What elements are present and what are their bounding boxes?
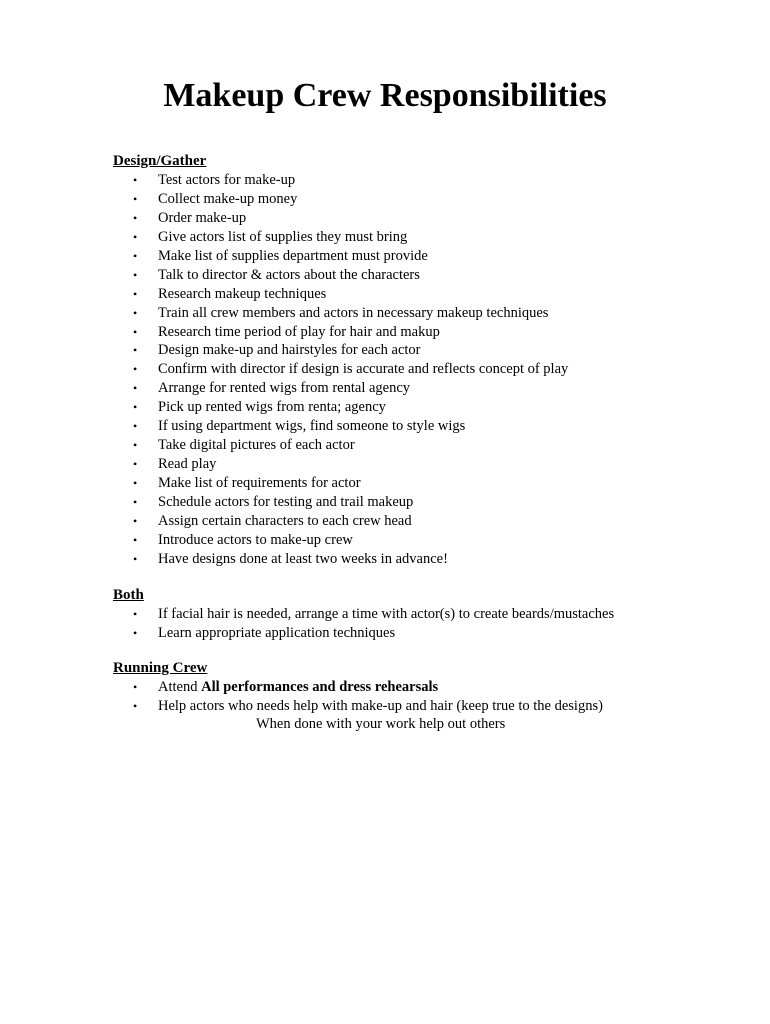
list-item: • Schedule actors for testing and trail makeup <box>133 493 414 510</box>
list-item: • Take digital pictures of each actor <box>133 437 355 454</box>
bullet-icon: • <box>133 210 138 225</box>
list-item: • Confirm with director if design is accurate and reflects concept of play <box>133 361 569 378</box>
list-item: • Order make-up <box>133 209 247 226</box>
bullet-icon: • <box>133 286 138 301</box>
list-item: • If using department wigs, find someone to style wigs <box>133 418 466 435</box>
bullet-icon: • <box>133 343 138 358</box>
list-item: • Research makeup techniques <box>133 285 327 302</box>
list-item: • Read play <box>133 456 217 473</box>
bullet-icon: • <box>133 248 138 263</box>
list-item: • Make list of requirements for actor <box>133 475 361 491</box>
bullet-icon: • <box>133 680 138 694</box>
list-item: • Assign certain characters to each crew head <box>133 512 412 529</box>
bullet-icon: • <box>133 324 138 339</box>
bullet-icon: • <box>133 607 138 621</box>
bullet-icon: • <box>133 362 138 377</box>
bullet-icon: • <box>133 229 138 244</box>
bullet-icon: • <box>133 267 138 282</box>
list-item: • Learn appropriate application techniques <box>133 624 396 641</box>
section-heading-both: Both <box>113 587 144 603</box>
bullet-icon: • <box>133 494 138 509</box>
both-list <box>113 605 614 643</box>
list-item: • Design make-up and hairstyles for each actor <box>133 342 421 359</box>
bullet-icon: • <box>133 551 138 566</box>
bullet-icon: • <box>133 532 138 547</box>
bullet-icon: • <box>133 381 138 396</box>
list-item: • Train all crew members and actors in necessary makeup techniques <box>133 304 549 321</box>
list-item: • Help actors who needs help with make-up and hair (keep true to the designs) <box>133 697 603 714</box>
list-item: • If facial hair is needed, arrange a time with actor(s) to create beards/mustaches <box>133 606 615 622</box>
running-crew-list <box>113 678 603 716</box>
bullet-icon: • <box>133 698 138 713</box>
list-item: • Arrange for rented wigs from rental agency <box>133 380 411 397</box>
bullet-icon: • <box>133 305 138 320</box>
list-item: • Pick up rented wigs from renta; agency <box>133 399 386 416</box>
section-heading-running-crew: Running Crew <box>113 660 208 676</box>
bullet-icon: • <box>133 457 138 472</box>
design-gather-list <box>113 171 568 569</box>
list-item: • Introduce actors to make-up crew <box>133 531 353 548</box>
bullet-icon: • <box>133 191 138 206</box>
page-title: Makeup Crew Responsibilities <box>163 77 607 114</box>
section-heading-design-gather: Design/Gather <box>113 153 207 169</box>
list-item: • Research time period of play for hair and makup <box>133 323 440 340</box>
attend-bold-text: All performances and dress rehearsals <box>201 679 439 695</box>
closing-note: When done with your work help out others <box>256 716 506 732</box>
bullet-icon: • <box>133 400 138 415</box>
list-item: • Talk to director & actors about the characters <box>133 266 420 283</box>
bullet-icon: • <box>133 438 138 453</box>
list-item: • Make list of supplies department must provide <box>133 247 428 264</box>
bullet-icon: • <box>133 476 138 490</box>
bullet-icon: • <box>133 173 138 187</box>
bullet-icon: • <box>133 513 138 528</box>
attend-prefix: Attend <box>158 679 202 695</box>
list-item: • Have designs done at least two weeks in advance! <box>133 550 448 567</box>
bullet-icon: • <box>133 625 138 640</box>
list-item: • Collect make-up money <box>133 190 298 207</box>
list-item: • Give actors list of supplies they must bring <box>133 228 408 245</box>
bullet-icon: • <box>133 419 138 434</box>
list-item: • Test actors for make-up <box>133 172 296 188</box>
list-item <box>113 678 603 697</box>
